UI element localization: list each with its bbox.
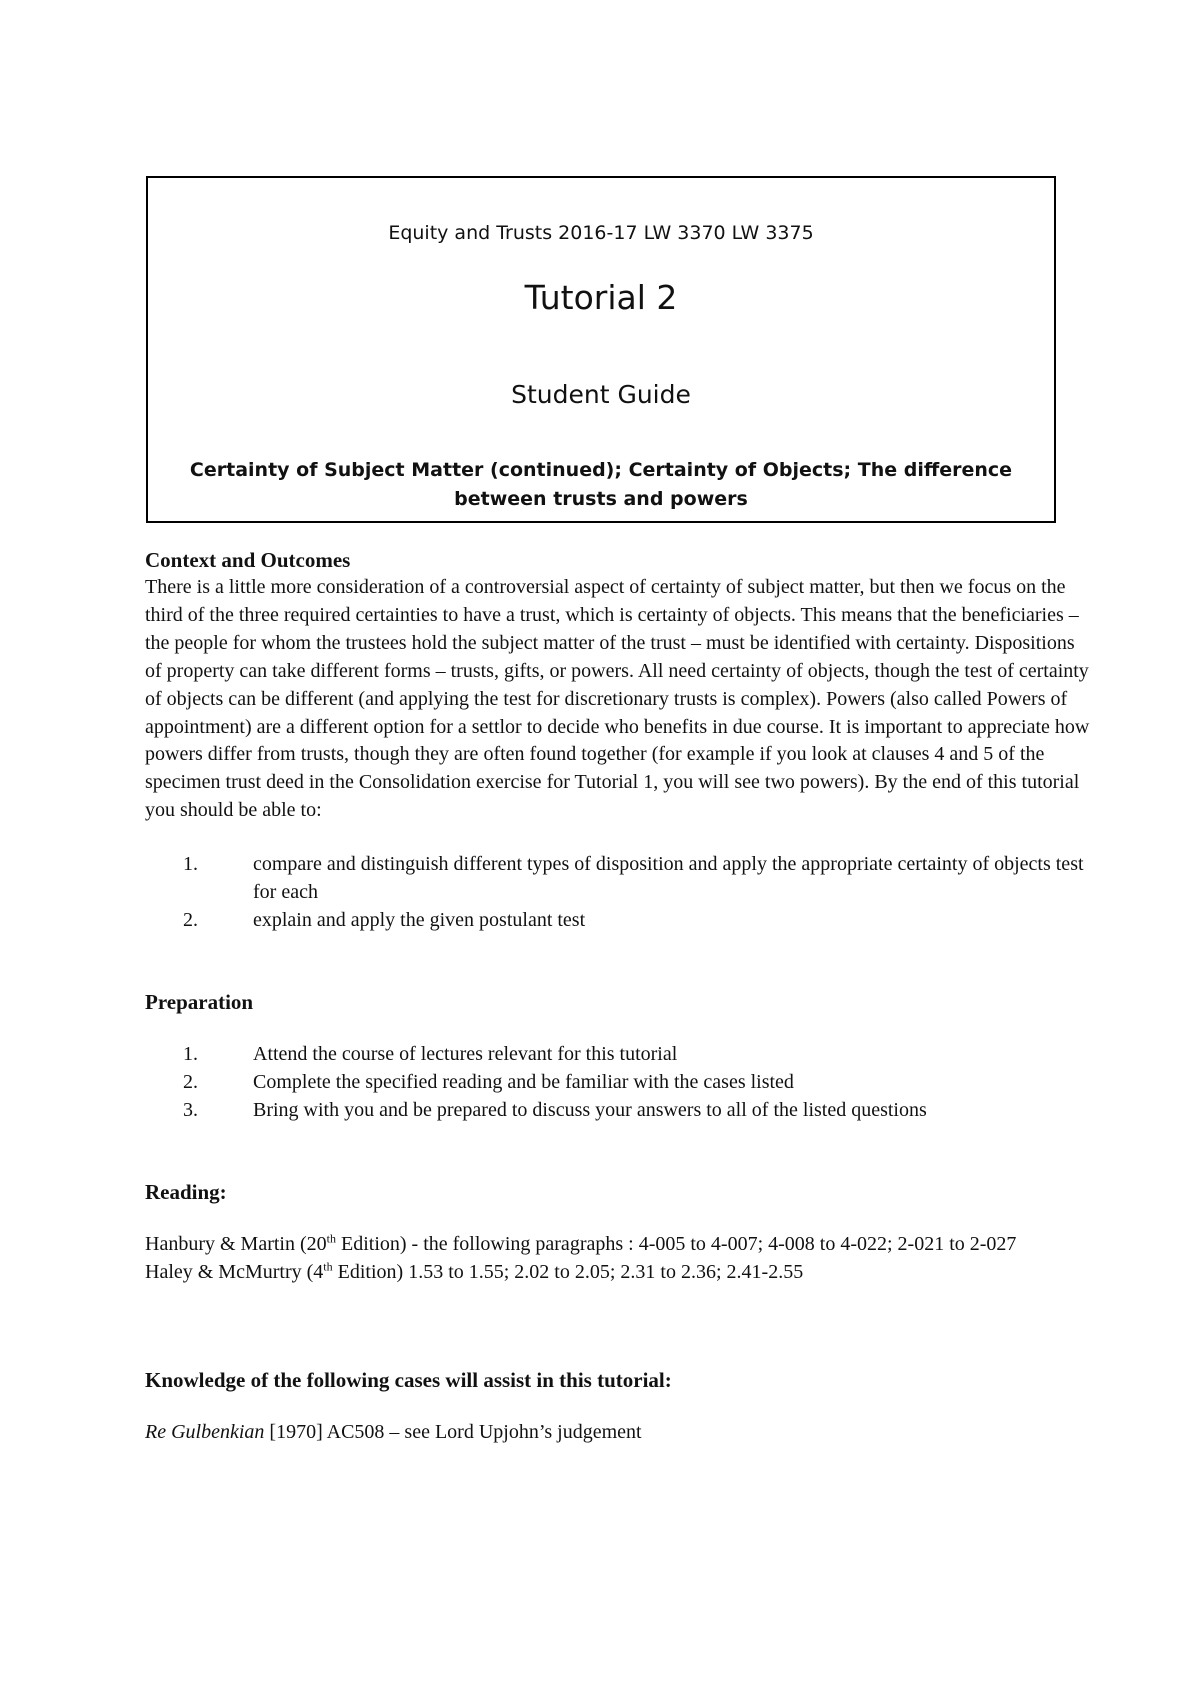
list-number: 1.	[183, 853, 198, 876]
list-item	[145, 1041, 1090, 1069]
list-item	[145, 1097, 1090, 1125]
list-item-text: Attend the course of lectures relevant for this tutorial	[253, 1042, 678, 1065]
course-code: Equity and Trusts 2016-17 LW 3370 LW 3375	[388, 222, 814, 244]
preparation-heading: Preparation	[145, 989, 254, 1014]
superscript: th	[326, 1230, 336, 1245]
subtitle: Student Guide	[511, 380, 691, 409]
reading-text: Edition) - the following paragraphs : 4-005 to 4-007; 4-008 to 4-022; 2-021 to 2-027	[335, 1232, 1017, 1255]
case-name: Re Gulbenkian	[145, 1421, 265, 1444]
case-entry	[145, 1419, 1090, 1447]
reading-heading: Reading:	[145, 1179, 227, 1204]
case-citation: [1970] AC508 – see Lord Upjohn’s judgement	[264, 1421, 642, 1444]
title-box	[146, 176, 1056, 523]
document-body	[145, 546, 1090, 1447]
reading-text: Haley & McMurtry (4	[145, 1260, 324, 1283]
cases-heading: Knowledge of the following cases will assist in this tutorial:	[145, 1368, 672, 1393]
list-item	[145, 907, 1090, 935]
list-item-text: explain and apply the given postulant test	[253, 908, 586, 931]
context-paragraph: There is a little more consideration of a controversial aspect of certainty of subject matter, but then we focus on the third of the three required certainties to have a trust, which is certainty of objects. This means that the beneficiaries – the people for whom the trustees hold the subject matter of the trust – must be identified with certainty. Dispositions of property can take different forms – trusts, gifts, or powers. All need certainty of objects, though the test of certainty of objects can be different (and applying the test for discretionary trusts is complex). Powers (also called Powers of appointment) are a different option for a settlor to decide who benefits in due course. It is important to appreciate how powers differ from trusts, though they are often found together (for example if you look at clauses 4 and 5 of the specimen trust deed in the Consolidation exercise for Tutorial 1, you will see two powers). By the end of this tutorial you should be able to:	[145, 576, 1090, 822]
reading-hanbury	[145, 1231, 1090, 1259]
outcomes-list	[145, 851, 1090, 935]
list-number: 2.	[183, 1070, 198, 1093]
reading-text: Hanbury & Martin (20	[145, 1232, 327, 1255]
topic-heading: Certainty of Subject Matter (continued); Certainty of Objects; The difference between trusts and powers	[189, 459, 1013, 510]
list-number: 1.	[183, 1042, 198, 1065]
list-item-text: compare and distinguish different types of disposition and apply the appropriate certainty of objects test for each	[253, 853, 1084, 904]
list-item-text: Bring with you and be prepared to discuss your answers to all of the listed questions	[253, 1098, 927, 1121]
list-item	[145, 1069, 1090, 1097]
list-item-text: Complete the specified reading and be familiar with the cases listed	[253, 1070, 794, 1093]
context-heading: Context and Outcomes	[145, 548, 351, 572]
list-number: 3.	[183, 1098, 198, 1121]
list-number: 2.	[183, 908, 198, 931]
reading-haley	[145, 1259, 1090, 1287]
preparation-list	[145, 1041, 1090, 1125]
list-item	[145, 851, 1090, 907]
reading-text: Edition) 1.53 to 1.55; 2.02 to 2.05; 2.31 to 2.36; 2.41-2.55	[332, 1260, 804, 1283]
tutorial-title: Tutorial 2	[524, 278, 678, 317]
superscript: th	[323, 1258, 333, 1273]
